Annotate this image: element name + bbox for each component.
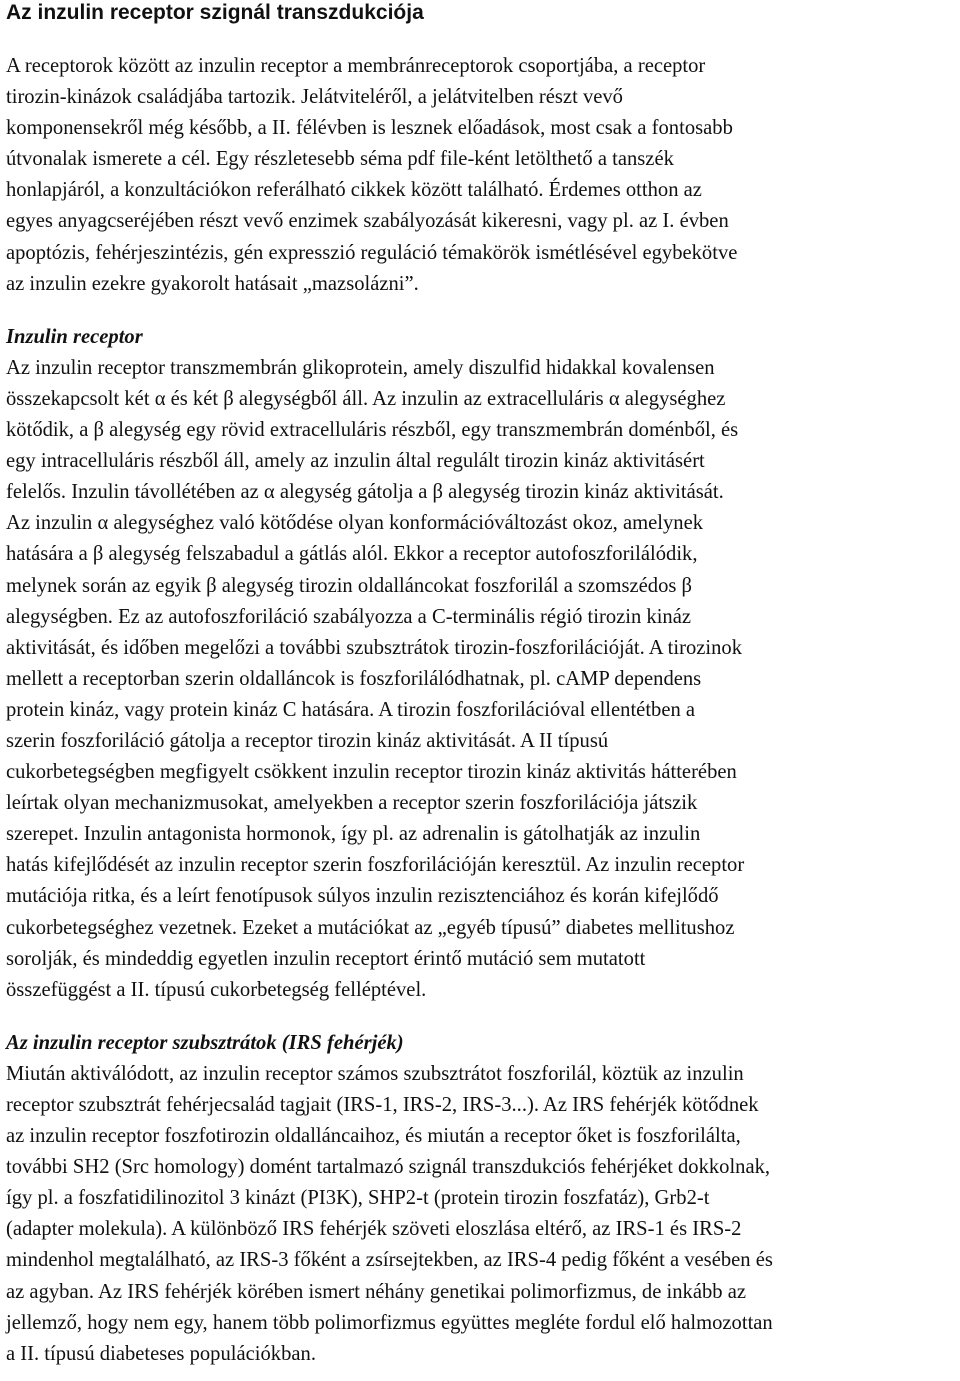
section-heading-insulin-receptor: Inzulin receptor xyxy=(6,325,143,348)
text-line: összekapcsolt két α és két β alegységből áll. Az inzulin az extracelluláris α alegységhez xyxy=(6,387,726,410)
text-line: mutációja ritka, és a leírt fenotípusok súlyos inzulin rezisztenciához és korán kifejlődő xyxy=(6,885,719,908)
text-line: egyes anyagcseréjében részt vevő enzimek szabályozását kikeresni, vagy pl. az I. évben xyxy=(6,210,729,233)
text-line: (adapter molekula). A különböző IRS fehérjék szöveti eloszlása eltérő, az IRS-1 és IRS-2 xyxy=(6,1218,742,1241)
text-line: további SH2 (Src homology) domént tartalmazó szignál transzdukciós fehérjéket dokkolnak, xyxy=(6,1156,771,1179)
text-line: a II. típusú diabeteses populációkban. xyxy=(6,1342,316,1365)
text-line: összefüggést a II. típusú cukorbetegség felléptével. xyxy=(6,978,427,1001)
text-line: felelős. Inzulin távollétében az α alegység gátolja a β alegység tirozin kináz aktivitását. xyxy=(6,481,724,504)
insulin-receptor-paragraph xyxy=(6,353,956,1006)
text-line: hatás kifejlődését az inzulin receptor szerin foszforilációján keresztül. Az inzulin receptor xyxy=(6,854,745,877)
text-line: egy intracelluláris részből áll, amely az inzulin által regulált tirozin kináz aktivitásért xyxy=(6,450,705,473)
text-line: protein kináz, vagy protein kináz C hatására. A tirozin foszforilációval ellentétben a xyxy=(6,698,696,721)
text-line: mellett a receptorban szerin oldalláncok is foszforilálódhatnak, pl. cAMP dependens xyxy=(6,667,702,690)
text-line: szerepet. Inzulin antagonista hormonok, így pl. az adrenalin is gátolhatják az inzulin xyxy=(6,823,701,846)
text-line: tirozin-kinázok családjába tartozik. Jelátviteléről, a jelátvitelben részt vevő xyxy=(6,86,623,109)
text-line: cukorbetegséghez vezetnek. Ezeket a mutációkat az „egyéb típusú” diabetes mellitushoz xyxy=(6,916,735,939)
text-line: A receptorok között az inzulin receptor a membránreceptorok csoportjába, a receptor xyxy=(6,55,706,77)
text-line: az inzulin ezekre gyakorolt hatásait „mazsolázni”. xyxy=(6,272,419,295)
text-line: komponensekről még később, a II. félévben is lesznek előadások, most csak a fontosabb xyxy=(6,117,733,140)
text-line: melynek során az egyik β alegység tirozin oldalláncokat foszforilál a szomszédos β xyxy=(6,574,693,597)
text-line: receptor szubsztrát fehérjecsalád tagjait (IRS-1, IRS-2, IRS-3...). Az IRS fehérjék kötődnek xyxy=(6,1094,759,1116)
text-line: cukorbetegségben megfigyelt csökkent inzulin receptor tirozin kináz aktivitás hátterében xyxy=(6,761,737,784)
text-line: apoptózis, fehérjeszintézis, gén expresszió reguláció témakörök ismétlésével egybekötve xyxy=(6,241,738,264)
irs-paragraph xyxy=(6,1059,956,1370)
text-line: hatására a β alegység felszabadul a gátlás alól. Ekkor a receptor autofoszforilálódik, xyxy=(6,543,698,566)
text-line: leírtak olyan mechanizmusokat, amelyekben a receptor szerin foszforilációja játszik xyxy=(6,792,698,815)
document-page xyxy=(6,0,956,1370)
text-line: Miután aktiválódott, az inzulin receptor számos szubsztrátot foszforilál, köztük az inzulin xyxy=(6,1062,744,1085)
text-line: az inzulin receptor foszfotirozin oldalláncaihoz, és miután a receptor őket is foszforilálta, xyxy=(6,1125,741,1148)
text-line: aktivitását, és időben megelőzi a további szubsztrátok tirozin-foszforilációját. A tirozinok xyxy=(6,636,743,659)
text-line: honlapjáról, a konzultációkon referálható cikkek között található. Érdemes otthon az xyxy=(6,179,702,202)
text-line: az agyban. Az IRS fehérjék körében ismert néhány genetikai polimorfizmus, de inkább az xyxy=(6,1280,746,1303)
text-line: jellemző, hogy nem egy, hanem több polimorfizmus együttes megléte fordul elő halmozottan xyxy=(6,1311,773,1334)
section-heading-irs-proteins: Az inzulin receptor szubsztrátok (IRS fehérjék) xyxy=(6,1031,404,1054)
text-line: szerin foszforiláció gátolja a receptor tirozin kináz aktivitását. A II típusú xyxy=(6,729,609,752)
text-line: kötődik, a β alegység egy rövid extracelluláris részből, egy transzmembrán doménből, és xyxy=(6,419,739,442)
text-line: mindenhol megtalálható, az IRS-3 főként a zsírsejtekben, az IRS-4 pedig főként a vesében és xyxy=(6,1249,773,1272)
intro-paragraph xyxy=(6,51,956,300)
text-line: útvonalak ismerete a cél. Egy részletesebb séma pdf file-ként letölthető a tanszék xyxy=(6,148,674,171)
text-line: Az inzulin α alegységhez való kötődése olyan konformációváltozást okoz, amelynek xyxy=(6,512,704,535)
text-line: így pl. a foszfatidilinozitol 3 kinázt (PI3K), SHP2-t (protein tirozin foszfatáz), Grb2-t xyxy=(6,1187,710,1210)
document-title: Az inzulin receptor szignál transzdukciója xyxy=(6,1,424,24)
text-line: alegységben. Ez az autofoszforiláció szabályozza a C-terminális régió tirozin kináz xyxy=(6,605,692,628)
text-line: Az inzulin receptor transzmembrán glikoprotein, amely diszulfid hidakkal kovalensen xyxy=(6,356,715,379)
text-line: sorolják, és mindeddig egyetlen inzulin receptort érintő mutáció sem mutatott xyxy=(6,947,646,970)
